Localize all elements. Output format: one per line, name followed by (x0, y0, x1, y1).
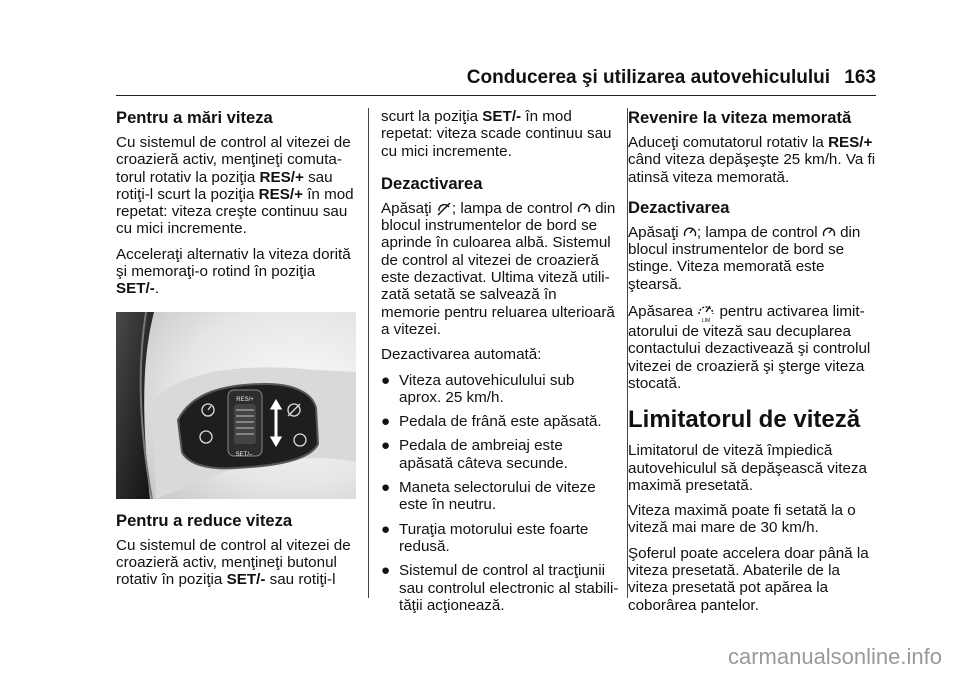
section-heading-increase: Pentru a mări viteza (116, 108, 273, 127)
list-item: ● Turaţia motorului este foarte redusă. (381, 520, 589, 555)
watermark: carmanualsonline.info (727, 644, 942, 669)
column-2 (381, 108, 619, 621)
paragraph: Acceleraţi alternativ la viteza dorită şi memoraţi-o rotind în poziţia SET/-. (116, 245, 351, 298)
list-item: ● Pedala de ambreiaj este apăsată câteva secunde. (381, 437, 568, 472)
list-item: ● Viteza autovehiculului sub aprox. 25 km/h. (381, 371, 575, 406)
paragraph: Viteza maximă poate fi setată la o viteză mai mare de 30 km/h. (628, 502, 856, 537)
list-item: ● Pedala de frână este apăsată. (381, 413, 602, 431)
cruise-control-icon (683, 225, 697, 241)
page-number: 163 (844, 67, 876, 88)
column-3 (628, 108, 876, 622)
cruise-cancel-icon (436, 201, 452, 217)
paragraph: Apăsaţi ; lampa de control din blocul instrumentelor de bord se stinge. Viteza memorată este ştearsă. (628, 223, 861, 293)
set-minus-label: SET/– (235, 451, 253, 458)
column-divider (368, 108, 369, 598)
paragraph: Cu sistemul de control al vitezei de croazieră activ, menţineţi butonul rotativ în poziţia SET/- sau rotiţi-l (116, 536, 351, 589)
cruise-lamp-icon (822, 225, 836, 241)
paragraph: scurt la poziţia SET/- în mod repetat: viteza scade continuu sau cu mici incremente. (381, 108, 612, 160)
page-header (0, 0, 960, 104)
paragraph: Limitatorul de viteză împiedică autovehiculul să depăşească viteza maximă presetată. (628, 442, 867, 494)
paragraph: Aduceţi comutatorul rotativ la RES/+ când viteza depăşeşte 25 km/h. Va fi atinsă viteza memorată. (628, 134, 876, 186)
column-1 (116, 108, 360, 597)
section-heading-deactivation: Dezactivarea (628, 197, 730, 217)
section-heading-recall: Revenire la viteza memorată (628, 108, 852, 127)
paragraph: Şoferul poate accelera doar până la viteza presetată. Abaterile de la viteza presetată pot apărea la coborârea pantelor. (628, 544, 869, 614)
res-plus-label: RES/+ (236, 396, 254, 403)
svg-text:LIM: LIM (702, 318, 711, 324)
chapter-title: Conducerea şi utilizarea autovehiculului (466, 67, 830, 88)
paragraph: Cu sistemul de control al vitezei de croazieră activ, menţineţi comuta-torul rotativ la poziţia RES/+ sau rotiţi-l scurt la poziţia RES/+ în mod repetat: viteza creşte continuu sau cu mici incremente. (116, 134, 354, 238)
list-item: ● Sistemul de control al tracţiunii sau controlul electronic al stabili-tăţii acţionează. (381, 562, 619, 614)
list-item: ● Maneta selectorului de viteze este în neutru. (381, 479, 596, 514)
cruise-lamp-icon (577, 201, 591, 217)
paragraph: Apăsaţi ; lampa de control din blocul instrumentelor de bord se aprinde în culoarea albă. Sistemul de control al vitezei de croazieră este dezactivat. Ultima viteză utili-zată setată se salvează în memorie pentru reluarea ulterioară a vitezei. (381, 199, 616, 338)
section-heading-deactivation: Dezactivarea (381, 173, 483, 193)
section-title-speed-limiter: Limitatorul de viteză (628, 406, 861, 434)
paragraph: Dezactivarea automată: (381, 346, 542, 364)
header-rule (116, 95, 876, 96)
paragraph: Apăsarea LIM pentru activarea limit-atorului de viteză sau decuplarea contactului dezactivează şi controlul vitezei de croazieră şi şterge viteza stocată. (628, 301, 876, 392)
speed-limiter-icon (697, 301, 715, 323)
steering-wheel-controls-image (116, 312, 356, 499)
section-heading-reduce: Pentru a reduce viteza (116, 510, 293, 530)
